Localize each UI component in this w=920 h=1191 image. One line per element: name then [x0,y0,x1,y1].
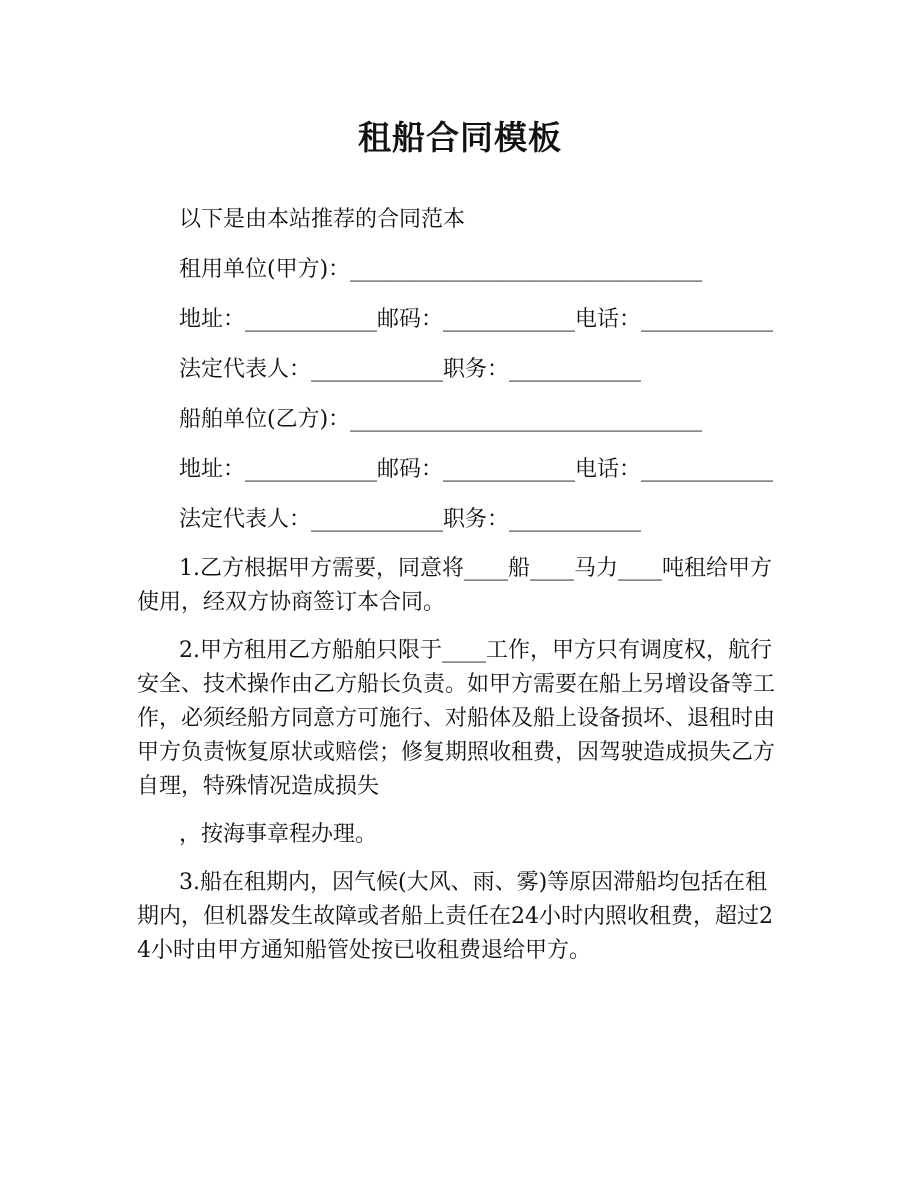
party-b-representative-line: 法定代表人：____________职务：____________ [179,507,642,532]
party-a-representative-line: 法定代表人：____________职务：____________ [179,357,642,382]
clause-2-continuation: ，按海事章程办理。 [179,822,378,847]
clause-2: 2.甲方租用乙方船舶只限于____工作，甲方只有调度权，航行安全、技术操作由乙方船长负责。如甲方需要在船上另增设备等工作，必须经船方同意方可施行、对船体及船上设备损坏、退租时由甲方负责恢复原状或赔偿；修复期照收租费，因驾驶造成损失乙方自理，特殊情况造成损失 [137,638,776,799]
clause-3: 3.船在租期内，因气候(大风、雨、雾)等原因滞船均包括在租期内，但机器发生故障或者船上责任在24小时内照收租费，超过24小时由甲方通知船管处按已收租费退给甲方。 [137,870,773,963]
document-body [137,198,783,982]
document-title: 租船合同模板 [358,118,562,157]
party-b-unit-line: 船舶单位(乙方)：________________________________ [179,407,703,432]
party-a-address-line: 地址：____________邮码：____________电话：____________ [179,307,774,332]
party-b-address-line: 地址：____________邮码：____________电话：____________ [179,457,774,482]
party-a-unit-line: 租用单位(甲方)：________________________________ [179,257,703,282]
intro-line: 以下是由本站推荐的合同范本 [179,207,466,232]
clause-1: 1.乙方根据甲方需要，同意将____船____马力____吨租给甲方使用，经双方协商签订本合同。 [137,556,772,615]
